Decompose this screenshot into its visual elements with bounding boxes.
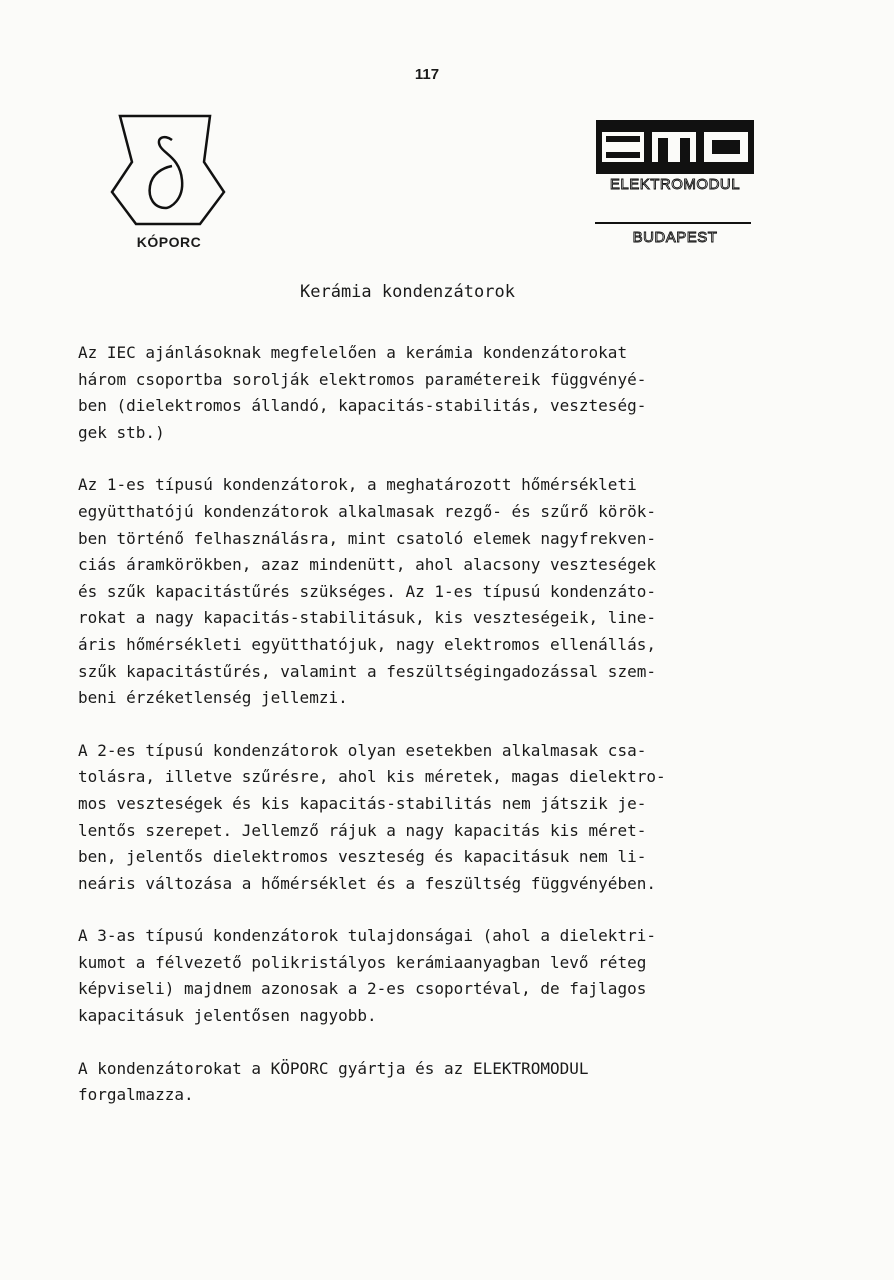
koporc-logo-text: KÓPORC xyxy=(136,234,202,250)
elektromodul-city: BUDAPEST xyxy=(632,229,718,246)
paragraph-5: A kondenzátorokat a KÖPORC gyártja és az ELEKTROMODUL forgalmazza. xyxy=(78,1058,589,1105)
paragraph-3: A 2-es típusú kondenzátorok olyan esetekben alkalmasak csa- tolásra, illetve szűrésre, ahol kis méretek, magas dielektro- mos veszteségek és kis kapacitás-stabilitás nem játszik je- lentős szerepet. Jellemző rájuk a nagy kapacitás kis méret- ben, jelentős dielektromos veszteség és kapacitásuk nem li- neáris változása a hőmérséklet és a feszültség függvényében. xyxy=(78,740,666,893)
elektromodul-wordmark: ELEKTROMODUL xyxy=(609,176,741,193)
emo-block-logo xyxy=(590,118,760,176)
document-title: Kerámia kondenzátorok xyxy=(300,282,515,302)
paragraph-4: A 3-as típusú kondenzátorok tulajdonságai (ahol a dielektri- kumot a félvezető polikristályos kerámiaanyagban levő réteg képviseli) majdnem azonosak a 2-es csoportéval, de fajlagos kapacitásuk jelentősen nagyobb. xyxy=(78,926,656,1026)
logo-divider xyxy=(595,222,751,224)
page-number: 117 xyxy=(414,66,440,83)
paragraph-1: Az IEC ajánlásoknak megfelelően a kerámia kondenzátorokat három csoportba sorolják elektromos paramétereik függvényé- ben (dielektromos állandó, kapacitás-stabilitás, veszteség- gek stb.) xyxy=(78,343,647,442)
koporc-logo xyxy=(106,112,232,252)
paragraph-2: Az 1-es típusú kondenzátorok, a meghatározott hőmérsékleti együtthatójú kondenzátorok alkalmasak rezgő- és szűrő körök- ben történő felhasználásra, mint csatoló elemek nagyfrekven- ciás áramkörökben, azaz mindenütt, ahol alacsony veszteségek és szűk kapacitástűrés szükséges. Az 1-es típusú kondenzáto- rokat a nagy kapacitás-stabilitásuk, kis veszteségeik, line- áris hőmérsékleti együtthatójuk, nagy elektromos ellenállás, szűk kapacitástűrés, valamint a feszültségingadozással szem- beni érzéketlenség jellemzi. xyxy=(78,475,656,708)
elektromodul-logo xyxy=(590,118,760,248)
body-text xyxy=(78,340,798,1135)
delta-vase-icon xyxy=(106,112,232,234)
